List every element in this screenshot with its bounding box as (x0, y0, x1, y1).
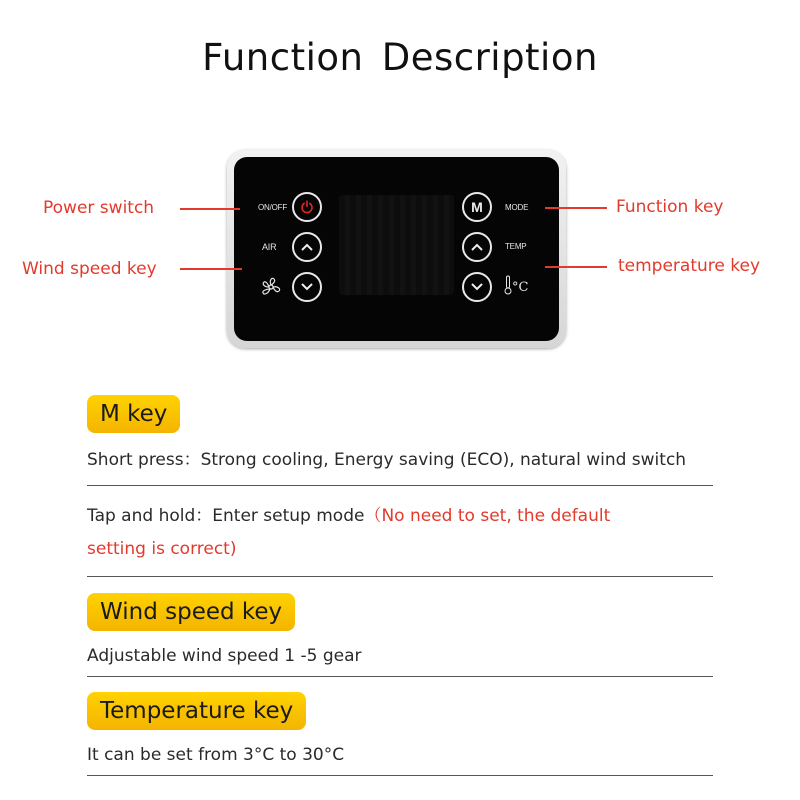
thermometer-icon (504, 275, 512, 295)
m-key-tap-hold (87, 501, 610, 526)
callout-power-switch: Power switch (43, 198, 155, 218)
temp-down-button[interactable] (462, 272, 492, 302)
callout-temperature-key: temperature key (618, 256, 761, 276)
divider (87, 775, 713, 776)
air-up-button[interactable] (292, 232, 322, 262)
chevron-down-icon (470, 282, 484, 292)
callout-line-temperature (545, 266, 607, 268)
power-icon (300, 200, 314, 214)
tap-hold-text: Tap and hold：Enter setup mode (87, 506, 365, 526)
chevron-up-icon (300, 242, 314, 252)
display-area (339, 195, 454, 295)
temp-label: TEMP (505, 242, 527, 251)
mode-label: MODE (505, 203, 529, 212)
air-down-button[interactable] (292, 272, 322, 302)
callout-line-power (180, 208, 240, 210)
control-panel (234, 157, 559, 341)
page-title: Function Description (202, 36, 598, 79)
power-button[interactable] (292, 192, 322, 222)
divider (87, 576, 713, 577)
divider (87, 676, 713, 677)
m-button-label: M (471, 199, 483, 215)
m-key-heading: M key (87, 395, 180, 433)
temp-up-button[interactable] (462, 232, 492, 262)
celsius-symbol: °C (512, 280, 529, 295)
wind-speed-heading: Wind speed key (87, 593, 295, 631)
fan-icon (260, 276, 282, 298)
chevron-down-icon (300, 282, 314, 292)
tap-hold-note-continued: setting is correct) (87, 539, 237, 559)
m-key-short-press: Short press：Strong cooling, Energy saving (ECO), natural wind switch (87, 450, 687, 470)
callout-wind-speed-key: Wind speed key (22, 259, 157, 279)
tap-hold-note: （No need to set, the default (364, 506, 611, 526)
onoff-label: ON/OFF (258, 203, 288, 212)
thermometer-celsius-icon (504, 275, 528, 295)
callout-line-function (545, 207, 607, 209)
temperature-heading: Temperature key (87, 692, 306, 730)
air-label: AIR (262, 242, 277, 252)
chevron-up-icon (470, 242, 484, 252)
wind-speed-text: Adjustable wind speed 1 -5 gear (87, 646, 362, 666)
m-mode-button[interactable] (462, 192, 492, 222)
temperature-text: It can be set from 3°C to 30°C (87, 745, 345, 765)
divider (87, 485, 713, 486)
callout-line-wind (180, 268, 242, 270)
callout-function-key: Function key (616, 197, 724, 217)
